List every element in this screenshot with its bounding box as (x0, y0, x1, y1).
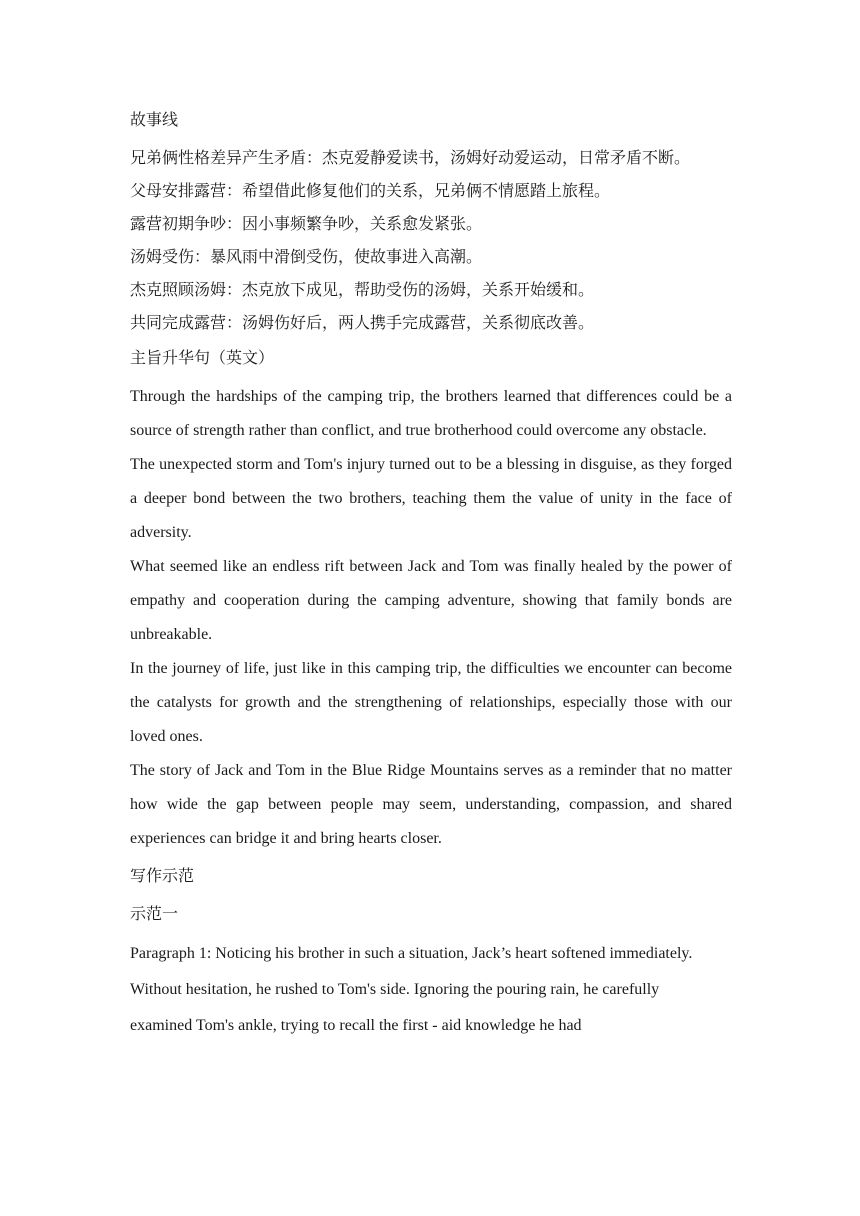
sample-one-title: 示范一 (130, 906, 179, 923)
theme-sentence: The story of Jack and Tom in the Blue Ridge Mountains serves as a reminder that no matter how wide the gap between people may seem, understanding, compassion, and shared experiences can bridge it and bring hearts closer. (130, 762, 732, 847)
theme-heading: 主旨升华句（英文） (130, 350, 275, 367)
storyline-list (130, 142, 732, 340)
storyline-item: 父母安排露营：希望借此修复他们的关系，兄弟俩不情愿踏上旅程。 (130, 183, 611, 200)
sample-paragraph: Paragraph 1: Noticing his brother in such a situation, Jack’s heart softened immediately. Without hesitation, he rushed to Tom's side. Ignoring the pouring rain, he carefully examined Tom's ankle, trying to recall the first - aid knowledge he had (130, 945, 693, 1034)
storyline-item: 杰克照顾汤姆：杰克放下成见，帮助受伤的汤姆，关系开始缓和。 (130, 282, 595, 299)
storyline-heading: 故事线 (130, 112, 179, 129)
theme-sentence: What seemed like an endless rift between Jack and Tom was finally healed by the power of empathy and cooperation during the camping adventure, showing that family bonds are unbreakable. (130, 558, 732, 643)
storyline-item: 共同完成露营：汤姆伤好后，两人携手完成露营，关系彻底改善。 (130, 315, 595, 332)
theme-sentence: The unexpected storm and Tom's injury turned out to be a blessing in disguise, as they forged a deeper bond between the two brothers, teaching them the value of unity in the face of adversity. (130, 456, 732, 541)
theme-sentences (130, 380, 732, 856)
storyline-item: 兄弟俩性格差异产生矛盾：杰克爱静爱读书，汤姆好动爱运动，日常矛盾不断。 (130, 150, 691, 167)
writing-sample-heading: 写作示范 (130, 868, 195, 885)
theme-sentence: In the journey of life, just like in this camping trip, the difficulties we encounter can become the catalysts for growth and the strengthening of relationships, especially those with our loved ones. (130, 660, 732, 745)
theme-sentence: Through the hardships of the camping trip, the brothers learned that differences could be a source of strength rather than conflict, and true brotherhood could overcome any obstacle. (130, 388, 732, 439)
document-page (130, 104, 732, 1044)
storyline-item: 汤姆受伤：暴风雨中滑倒受伤，使故事进入高潮。 (130, 249, 483, 266)
storyline-item: 露营初期争吵：因小事频繁争吵，关系愈发紧张。 (130, 216, 483, 233)
